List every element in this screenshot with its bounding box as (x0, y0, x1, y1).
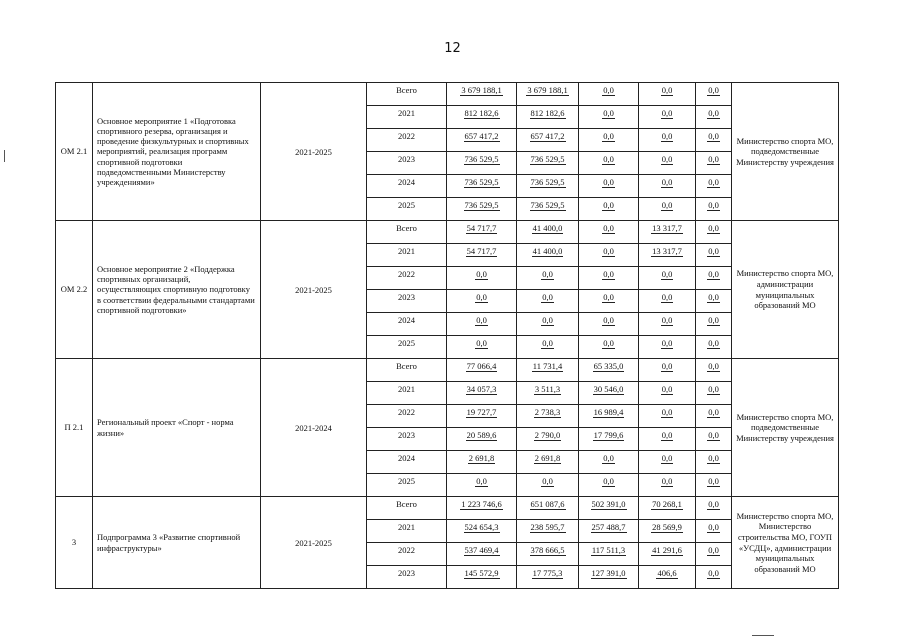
amount-value: 65 335,0 (593, 361, 624, 371)
amount-cell (447, 497, 517, 520)
amount-cell (579, 520, 639, 543)
amount-cell (639, 83, 696, 106)
amount-cell (447, 175, 517, 198)
amount-cell (517, 83, 579, 106)
amount-cell (579, 497, 639, 520)
amount-cell (447, 267, 517, 290)
amount-cell (447, 106, 517, 129)
year-cell: 2021 (367, 244, 447, 267)
amount-cell (639, 474, 696, 497)
amount-value: 0,0 (708, 246, 719, 256)
amount-value: 657 417,2 (464, 131, 499, 141)
amount-cell (517, 405, 579, 428)
amount-value: 0,0 (661, 430, 673, 440)
amount-cell (696, 543, 732, 566)
amount-value: 0,0 (476, 269, 487, 279)
amount-value: 41 400,0 (532, 246, 563, 256)
amount-value: 0,0 (708, 85, 719, 95)
amount-cell (639, 382, 696, 405)
amount-value: 238 595,7 (530, 522, 565, 532)
amount-cell (639, 359, 696, 382)
year-cell: Всего (367, 221, 447, 244)
activity-code: ОМ 2.2 (56, 221, 93, 359)
amount-cell (696, 336, 732, 359)
responsible-executors: Министерство спорта МО, подведомственные Министерству учреждения (732, 83, 839, 221)
implementation-period: 2021-2024 (261, 359, 367, 497)
amount-cell (447, 405, 517, 428)
amount-value: 257 488,7 (591, 522, 626, 532)
amount-cell (447, 152, 517, 175)
amount-value: 3 679 188,1 (527, 85, 568, 95)
amount-value: 0,0 (708, 338, 719, 348)
amount-cell (696, 474, 732, 497)
amount-cell (639, 313, 696, 336)
amount-value: 0,0 (708, 315, 719, 325)
amount-value: 0,0 (661, 315, 673, 325)
amount-value: 0,0 (661, 177, 673, 187)
amount-value: 0,0 (542, 338, 553, 348)
amount-cell (579, 129, 639, 152)
amount-cell (447, 198, 517, 221)
amount-value: 502 391,0 (591, 499, 626, 509)
amount-cell (696, 106, 732, 129)
amount-value: 0,0 (603, 292, 614, 302)
amount-value: 19 727,7 (466, 407, 497, 417)
amount-cell (517, 451, 579, 474)
year-cell: 2022 (367, 405, 447, 428)
year-cell: 2023 (367, 428, 447, 451)
amount-value: 11 731,4 (532, 361, 563, 371)
activity-name: Основное мероприятие 2 «Поддержка спортивных организаций, осуществляющих спортивную подготовку в соответствии федеральными стандартами спортивной подготовки» (93, 221, 261, 359)
amount-cell (447, 520, 517, 543)
amount-cell (639, 520, 696, 543)
amount-value: 736 529,5 (464, 200, 499, 210)
amount-cell (639, 152, 696, 175)
amount-cell (517, 359, 579, 382)
table-row (56, 359, 839, 382)
amount-cell (579, 290, 639, 313)
year-cell: 2024 (367, 175, 447, 198)
table-row (56, 221, 839, 244)
amount-value: 17 775,3 (532, 568, 563, 578)
amount-cell (639, 267, 696, 290)
activity-name: Региональный проект «Спорт - норма жизни» (93, 359, 261, 497)
amount-cell (517, 313, 579, 336)
amount-value: 13 317,7 (652, 223, 682, 233)
amount-cell (447, 359, 517, 382)
year-cell: 2024 (367, 451, 447, 474)
amount-cell (639, 198, 696, 221)
activity-code: П 2.1 (56, 359, 93, 497)
amount-cell (696, 221, 732, 244)
amount-cell (447, 290, 517, 313)
amount-value: 0,0 (661, 384, 673, 394)
table-row (56, 497, 839, 520)
year-cell: 2023 (367, 152, 447, 175)
amount-value: 0,0 (603, 85, 614, 95)
amount-cell (696, 83, 732, 106)
amount-value: 524 654,3 (464, 522, 499, 532)
amount-cell (696, 382, 732, 405)
amount-value: 0,0 (661, 338, 673, 348)
activity-code: ОМ 2.1 (56, 83, 93, 221)
year-cell: 2025 (367, 474, 447, 497)
amount-value: 41 400,0 (532, 223, 563, 233)
amount-value: 2 790,0 (534, 430, 561, 440)
amount-value: 736 529,5 (464, 154, 499, 164)
amount-cell (639, 497, 696, 520)
amount-value: 0,0 (661, 154, 673, 164)
amount-value: 28 569,9 (652, 522, 682, 532)
amount-cell (696, 129, 732, 152)
amount-cell (447, 244, 517, 267)
amount-cell (447, 474, 517, 497)
amount-value: 0,0 (708, 476, 719, 486)
amount-value: 0,0 (708, 177, 719, 187)
amount-value: 0,0 (661, 361, 673, 371)
amount-cell (579, 336, 639, 359)
amount-value: 13 317,7 (652, 246, 682, 256)
amount-cell (517, 566, 579, 589)
amount-cell (517, 497, 579, 520)
amount-value: 0,0 (708, 545, 719, 555)
amount-cell (517, 244, 579, 267)
activity-code: 3 (56, 497, 93, 589)
amount-value: 0,0 (542, 269, 553, 279)
page-number: 12 (444, 41, 461, 56)
amount-cell (517, 336, 579, 359)
amount-cell (639, 405, 696, 428)
amount-cell (639, 566, 696, 589)
year-cell: 2024 (367, 313, 447, 336)
amount-cell (579, 267, 639, 290)
amount-value: 0,0 (661, 200, 673, 210)
year-cell: 2021 (367, 106, 447, 129)
amount-cell (579, 198, 639, 221)
amount-value: 0,0 (661, 108, 673, 118)
year-cell: 2022 (367, 543, 447, 566)
amount-value: 651 087,6 (530, 499, 565, 509)
amount-cell (639, 290, 696, 313)
amount-cell (579, 313, 639, 336)
amount-value: 812 182,6 (464, 108, 499, 118)
amount-cell (696, 313, 732, 336)
amount-cell (517, 152, 579, 175)
amount-value: 0,0 (603, 476, 614, 486)
amount-cell (517, 221, 579, 244)
year-cell: 2021 (367, 520, 447, 543)
amount-value: 2 691,8 (534, 453, 561, 463)
amount-value: 0,0 (603, 315, 614, 325)
amount-cell (696, 290, 732, 313)
amount-value: 0,0 (603, 453, 614, 463)
amount-value: 54 717,7 (466, 246, 497, 256)
amount-value: 0,0 (661, 407, 673, 417)
activity-name: Подпрограмма 3 «Развитие спортивной инфраструктуры» (93, 497, 261, 589)
amount-value: 657 417,2 (530, 131, 565, 141)
amount-cell (696, 175, 732, 198)
amount-value: 41 291,6 (652, 545, 682, 555)
table-row (56, 83, 839, 106)
amount-value: 0,0 (542, 476, 553, 486)
amount-value: 0,0 (603, 246, 614, 256)
amount-value: 0,0 (708, 154, 719, 164)
year-cell: 2025 (367, 336, 447, 359)
amount-cell (579, 474, 639, 497)
amount-value: 406,6 (657, 568, 677, 578)
amount-cell (696, 267, 732, 290)
amount-value: 0,0 (542, 292, 553, 302)
amount-value: 2 691,8 (468, 453, 495, 463)
amount-cell (579, 175, 639, 198)
amount-cell (639, 244, 696, 267)
amount-value: 0,0 (708, 292, 719, 302)
amount-value: 0,0 (708, 108, 719, 118)
amount-cell (696, 244, 732, 267)
amount-cell (696, 152, 732, 175)
amount-cell (579, 152, 639, 175)
amount-value: 0,0 (476, 476, 487, 486)
amount-cell (517, 106, 579, 129)
amount-cell (447, 129, 517, 152)
amount-cell (447, 428, 517, 451)
amount-value: 1 223 746,6 (461, 499, 502, 509)
amount-cell (639, 106, 696, 129)
amount-value: 0,0 (708, 361, 719, 371)
amount-value: 0,0 (476, 338, 487, 348)
year-cell: 2022 (367, 267, 447, 290)
amount-value: 0,0 (603, 338, 614, 348)
amount-cell (517, 198, 579, 221)
amount-cell (639, 336, 696, 359)
amount-cell (447, 313, 517, 336)
year-cell: Всего (367, 83, 447, 106)
responsible-executors: Министерство спорта МО, Министерство строительства МО, ГОУП «УСДЦ», администрации муниципальных образований МО (732, 497, 839, 589)
year-cell: Всего (367, 497, 447, 520)
amount-value: 34 057,3 (466, 384, 497, 394)
amount-value: 70 268,1 (652, 499, 682, 509)
amount-value: 537 469,4 (464, 545, 499, 555)
year-cell: Всего (367, 359, 447, 382)
amount-value: 0,0 (708, 223, 719, 233)
amount-cell (579, 83, 639, 106)
amount-cell (696, 428, 732, 451)
amount-value: 0,0 (661, 292, 673, 302)
amount-value: 117 511,3 (591, 545, 626, 555)
amount-cell (447, 566, 517, 589)
amount-cell (517, 520, 579, 543)
amount-value: 17 799,6 (593, 430, 624, 440)
amount-cell (517, 267, 579, 290)
amount-cell (579, 382, 639, 405)
amount-value: 0,0 (476, 292, 487, 302)
amount-value: 0,0 (661, 476, 673, 486)
amount-value: 0,0 (708, 453, 719, 463)
amount-value: 3 511,3 (534, 384, 561, 394)
amount-cell (517, 543, 579, 566)
amount-value: 0,0 (603, 269, 614, 279)
amount-value: 145 572,9 (464, 568, 499, 578)
year-cell: 2023 (367, 566, 447, 589)
amount-value: 0,0 (708, 200, 719, 210)
amount-value: 0,0 (708, 499, 719, 509)
amount-cell (579, 543, 639, 566)
amount-value: 0,0 (708, 430, 719, 440)
amount-value: 736 529,5 (464, 177, 499, 187)
amount-cell (447, 451, 517, 474)
amount-value: 812 182,6 (530, 108, 565, 118)
amount-value: 0,0 (661, 131, 673, 141)
amount-cell (447, 336, 517, 359)
amount-cell (579, 244, 639, 267)
year-cell: 2021 (367, 382, 447, 405)
amount-cell (447, 382, 517, 405)
amount-cell (696, 198, 732, 221)
amount-cell (517, 290, 579, 313)
amount-value: 127 391,0 (591, 568, 626, 578)
amount-value: 378 666,5 (530, 545, 565, 555)
amount-value: 0,0 (603, 177, 614, 187)
amount-value: 0,0 (603, 108, 614, 118)
amount-cell (517, 382, 579, 405)
amount-cell (696, 497, 732, 520)
amount-cell (639, 451, 696, 474)
amount-value: 0,0 (661, 453, 673, 463)
amount-value: 736 529,5 (530, 200, 565, 210)
amount-cell (696, 451, 732, 474)
amount-value: 20 589,6 (466, 430, 497, 440)
amount-value: 0,0 (661, 85, 673, 95)
amount-value: 2 738,3 (534, 407, 561, 417)
amount-cell (639, 543, 696, 566)
table-body (56, 83, 839, 589)
amount-cell (639, 428, 696, 451)
amount-cell (517, 129, 579, 152)
amount-value: 0,0 (708, 522, 719, 532)
amount-value: 736 529,5 (530, 177, 565, 187)
amount-cell (579, 106, 639, 129)
margin-mark (4, 150, 5, 162)
amount-cell (579, 221, 639, 244)
amount-value: 0,0 (708, 384, 719, 394)
amount-cell (579, 428, 639, 451)
amount-cell (517, 474, 579, 497)
amount-value: 0,0 (708, 269, 719, 279)
amount-cell (579, 566, 639, 589)
amount-cell (517, 175, 579, 198)
amount-cell (639, 221, 696, 244)
amount-value: 30 546,0 (593, 384, 624, 394)
amount-value: 3 679 188,1 (461, 85, 502, 95)
amount-cell (696, 566, 732, 589)
implementation-period: 2021-2025 (261, 83, 367, 221)
amount-cell (447, 83, 517, 106)
year-cell: 2025 (367, 198, 447, 221)
amount-cell (579, 359, 639, 382)
amount-value: 0,0 (603, 154, 614, 164)
program-table (55, 82, 839, 589)
responsible-executors: Министерство спорта МО, администрации муниципальных образований МО (732, 221, 839, 359)
amount-value: 0,0 (708, 568, 719, 578)
amount-cell (517, 428, 579, 451)
implementation-period: 2021-2025 (261, 497, 367, 589)
amount-cell (639, 175, 696, 198)
bottom-mark (752, 635, 774, 636)
amount-value: 0,0 (542, 315, 553, 325)
amount-value: 0,0 (603, 223, 614, 233)
year-cell: 2022 (367, 129, 447, 152)
amount-value: 0,0 (661, 269, 673, 279)
amount-value: 736 529,5 (530, 154, 565, 164)
amount-value: 54 717,7 (466, 223, 497, 233)
activity-name: Основное мероприятие 1 «Подготовка спортивного резерва, организация и проведение физкультурных и спортивных мероприятий, реализация программ спортивной подготовки подведомственными Министерству учреждениями» (93, 83, 261, 221)
amount-value: 0,0 (603, 200, 614, 210)
amount-value: 16 989,4 (593, 407, 624, 417)
amount-cell (696, 520, 732, 543)
amount-cell (447, 543, 517, 566)
amount-value: 77 066,4 (466, 361, 497, 371)
amount-value: 0,0 (708, 131, 719, 141)
amount-cell (579, 451, 639, 474)
amount-value: 0,0 (708, 407, 719, 417)
year-cell: 2023 (367, 290, 447, 313)
responsible-executors: Министерство спорта МО, подведомственные Министерству учреждения (732, 359, 839, 497)
amount-cell (579, 405, 639, 428)
amount-cell (696, 405, 732, 428)
amount-value: 0,0 (603, 131, 614, 141)
amount-cell (447, 221, 517, 244)
amount-value: 0,0 (476, 315, 487, 325)
amount-cell (639, 129, 696, 152)
amount-cell (696, 359, 732, 382)
implementation-period: 2021-2025 (261, 221, 367, 359)
